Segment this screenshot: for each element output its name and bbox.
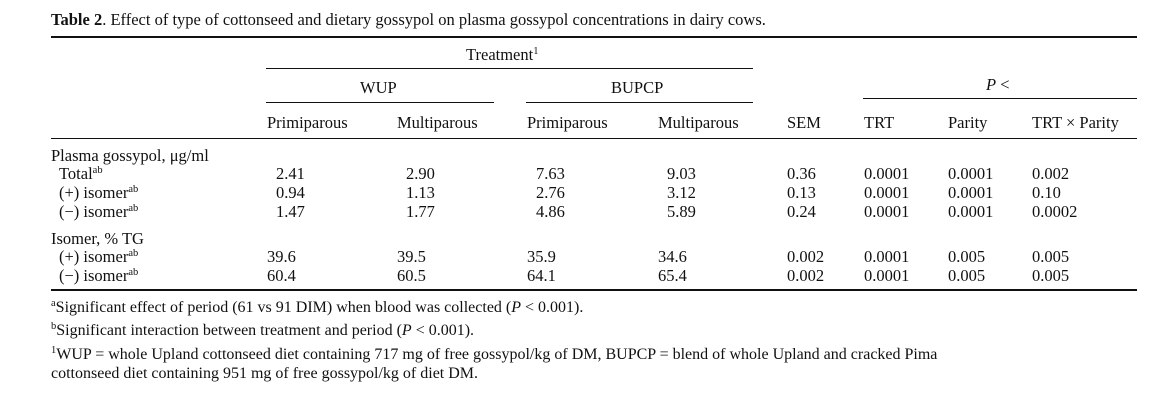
table-cell: 0.002: [787, 266, 825, 285]
treatment-rule: [266, 68, 753, 69]
col-header-wup-primiparous: Primiparous: [267, 113, 348, 132]
wup-header: WUP: [360, 78, 397, 97]
table-cell: 0.005: [1032, 247, 1070, 266]
row-label: (−) isomer$^{ab}$: [59, 266, 139, 285]
col-header-parity: Parity: [948, 113, 988, 132]
footnote-1-line1: $^1$WUP = whole Upland cottonseed diet containing 717 mg of free gossypol/kg of DM, BUPCP = blend of whole Upland and cracked Pima: [51, 345, 938, 363]
table-cell: 0.0001: [864, 183, 910, 202]
table-cell: 60.5: [397, 266, 426, 285]
table-cell: 4.86: [536, 202, 565, 221]
row-label: (+) isomer$^{ab}$: [59, 183, 139, 202]
table-cell: 0.005: [948, 266, 986, 285]
table-bottom-rule: [51, 289, 1137, 291]
section-title-plasma-gossypol: Plasma gossypol, μg/ml: [51, 146, 209, 165]
table-cell: 35.9: [527, 247, 556, 266]
header-bottom-rule: [51, 138, 1137, 139]
p-rule: [863, 98, 1137, 99]
top-rule: [51, 36, 1137, 38]
table-cell: 0.0001: [864, 202, 910, 221]
table-cell: 0.002: [787, 247, 825, 266]
row-label: (+) isomer$^{ab}$: [59, 247, 139, 266]
table-cell: 0.24: [787, 202, 816, 221]
table-cell: 7.63: [536, 164, 565, 183]
table-cell: 0.0002: [1032, 202, 1078, 221]
table-cell: 0.0001: [864, 247, 910, 266]
table-cell: 65.4: [658, 266, 687, 285]
p-header: P <: [986, 75, 1010, 94]
table-cell: 0.0001: [864, 266, 910, 285]
table-caption-text: . Effect of type of cottonseed and dietary gossypol on plasma gossypol concentrations in dairy cows.: [102, 10, 766, 29]
table-cell: 34.6: [658, 247, 687, 266]
table-cell: 1.77: [406, 202, 435, 221]
table-cell: 0.10: [1032, 183, 1061, 202]
col-header-trt: TRT: [864, 113, 895, 132]
row-label: Total$^{ab}$: [59, 164, 103, 183]
section-title-isomer-tg: Isomer, % TG: [51, 229, 144, 248]
col-header-sem: SEM: [787, 113, 821, 132]
bupcp-header: BUPCP: [611, 78, 664, 97]
table-cell: 0.0001: [948, 164, 994, 183]
table-cell: 0.94: [276, 183, 305, 202]
table-cell: 0.005: [1032, 266, 1070, 285]
col-header-wup-multiparous: Multiparous: [397, 113, 478, 132]
row-label: (−) isomer$^{ab}$: [59, 202, 139, 221]
col-header-trt-x-parity: TRT × Parity: [1032, 113, 1119, 132]
table-cell: 0.0001: [948, 202, 994, 221]
table-cell: 39.5: [397, 247, 426, 266]
table-cell: 2.90: [406, 164, 435, 183]
table-cell: 2.41: [276, 164, 305, 183]
bupcp-rule: [526, 102, 753, 103]
treatment-header: Treatment$^1$: [466, 45, 539, 64]
table-cell: 3.12: [667, 183, 696, 202]
table-cell: 39.6: [267, 247, 296, 266]
footnote-a: $^a$Significant effect of period (61 vs 91 DIM) when blood was collected (P < 0.001).: [51, 298, 584, 316]
table-cell: 5.89: [667, 202, 696, 221]
table-cell: 0.13: [787, 183, 816, 202]
table-cell: 0.0001: [864, 164, 910, 183]
table-cell: 1.47: [276, 202, 305, 221]
table-cell: 0.002: [1032, 164, 1070, 183]
table-label: Table 2: [51, 10, 103, 29]
table-cell: 64.1: [527, 266, 556, 285]
footnote-b: $^b$Significant interaction between treatment and period (P < 0.001).: [51, 321, 475, 339]
col-header-bupcp-multiparous: Multiparous: [658, 113, 739, 132]
col-header-bupcp-primiparous: Primiparous: [527, 113, 608, 132]
table-cell: 1.13: [406, 183, 435, 202]
footnote-1-line2: cottonseed diet containing 951 mg of free gossypol/kg of diet DM.: [51, 365, 479, 382]
table-cell: 60.4: [267, 266, 296, 285]
table-cell: 0.0001: [948, 183, 994, 202]
table-cell: 0.36: [787, 164, 816, 183]
table-caption: [51, 10, 766, 30]
table-cell: 2.76: [536, 183, 565, 202]
wup-rule: [266, 102, 494, 103]
table-cell: 9.03: [667, 164, 696, 183]
table-cell: 0.005: [948, 247, 986, 266]
